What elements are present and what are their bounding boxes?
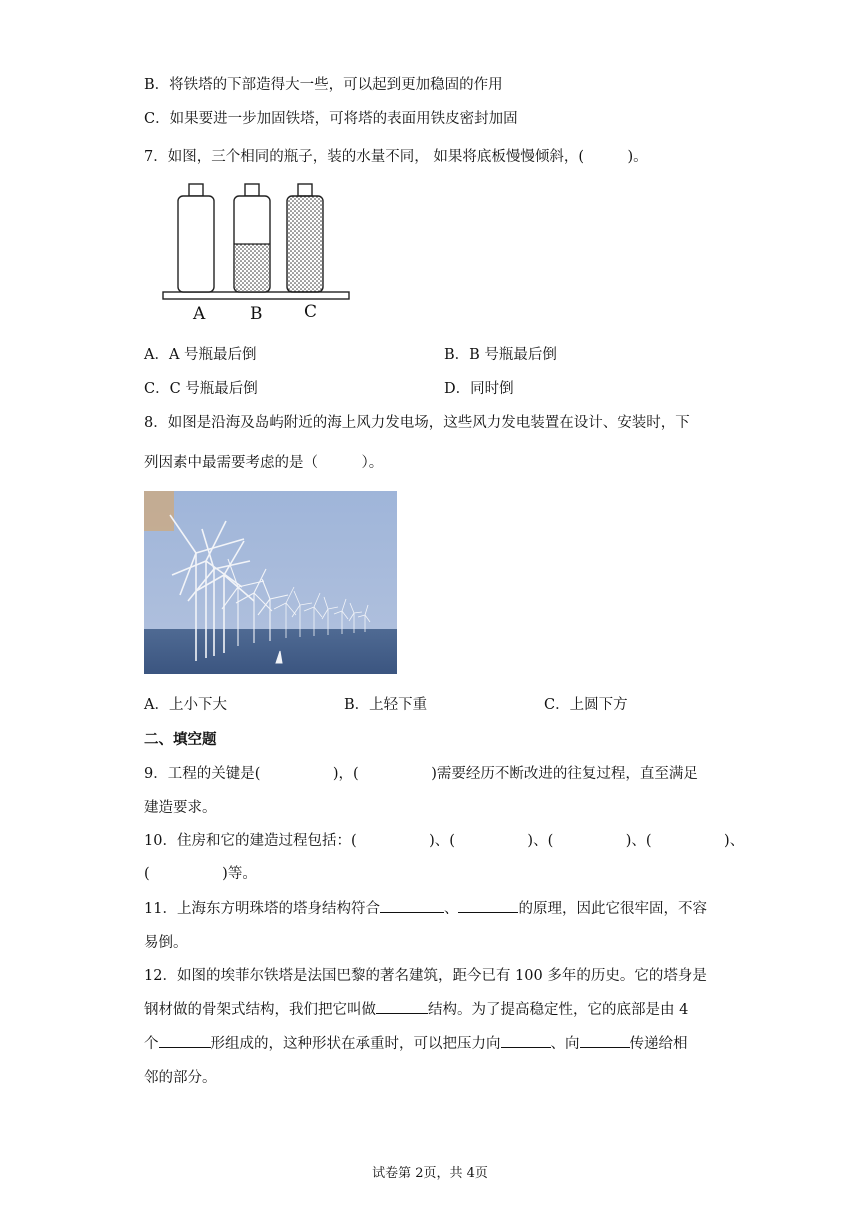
q7-option-d: D．同时倒 <box>444 381 514 397</box>
q11-text-b: 、 <box>443 901 459 917</box>
wind-farm-photo <box>144 491 397 674</box>
q12-blank-4[interactable] <box>580 1033 630 1048</box>
tilt-board <box>163 292 349 299</box>
q8-option-c: C．上圆下方 <box>544 697 628 713</box>
q12-text-d: 形组成的，这种形状在承重时，可以把压力向 <box>210 1036 501 1052</box>
bottle-a <box>178 184 214 292</box>
bottle-label-c: C <box>304 302 318 322</box>
q11-blank-2[interactable] <box>458 898 518 913</box>
question-7: 7．如图，三个相同的瓶子，装的水量不同， 如果将底板慢慢倾斜，( )。 <box>144 149 648 165</box>
bottle-b <box>234 184 270 292</box>
question-12-line4: 邻的部分。 <box>144 1070 217 1086</box>
question-9-line1: 9．工程的关键是( )，( )需要经历不断改进的往复过程，直至满足 <box>144 766 698 782</box>
q11-blank-1[interactable] <box>380 898 444 913</box>
bottle-label-b: B <box>250 304 263 324</box>
option-b-line: B．将铁塔的下部造得大一些，可以起到更加稳固的作用 <box>144 77 503 93</box>
q12-text-f: 传递给相 <box>629 1036 688 1052</box>
question-8-line1: 8．如图是沿海及岛屿附近的海上风力发电场，这些风力发电装置在设计、安装时，下 <box>144 415 690 431</box>
q12-text-a: 钢材做的骨架式结构，我们把它叫做 <box>144 1002 376 1018</box>
question-12-line1: 12．如图的埃菲尔铁塔是法国巴黎的著名建筑，距今已有 100 多年的历史。它的塔身是 <box>144 968 707 984</box>
q11-text-a: 11．上海东方明珠塔的塔身结构符合 <box>144 901 380 917</box>
question-11-line2: 易倒。 <box>144 935 188 951</box>
page-footer: 试卷第 2页，共 4页 <box>372 1166 488 1181</box>
q7-option-a: A．A 号瓶最后倒 <box>144 347 257 363</box>
question-12-line2 <box>144 998 688 1019</box>
q8-option-a: A．上小下大 <box>144 697 227 713</box>
bottle-c <box>287 184 323 292</box>
q12-text-b: 结构。为了提高稳定性，它的底部是由 4 <box>428 1002 689 1018</box>
question-9-line2: 建造要求。 <box>144 800 217 816</box>
q12-text-c: 个 <box>144 1036 159 1052</box>
question-11-line1 <box>144 897 707 918</box>
question-10-line2: ( )等。 <box>144 866 257 882</box>
q7-option-c: C．C 号瓶最后倒 <box>144 381 258 397</box>
q12-text-e: 、向 <box>550 1036 580 1052</box>
question-10-line1: 10．住房和它的建造过程包括：( )、( )、( )、( )、 <box>144 833 745 849</box>
question-8-line2: 列因素中最需要考虑的是（ ）。 <box>144 455 384 471</box>
q8-option-b: B．上轻下重 <box>344 697 428 713</box>
q11-text-c: 的原理，因此它很牢固，不容 <box>518 901 707 917</box>
q12-blank-2[interactable] <box>159 1033 211 1048</box>
q7-option-b: B．B 号瓶最后倒 <box>444 347 557 363</box>
q12-blank-1[interactable] <box>376 999 428 1014</box>
q12-blank-3[interactable] <box>501 1033 551 1048</box>
question-12-line3 <box>144 1032 688 1053</box>
bottle-label-a: A <box>193 304 206 324</box>
option-c-line: C．如果要进一步加固铁塔，可将塔的表面用铁皮密封加固 <box>144 111 518 127</box>
section-heading-fill-blank: 二、填空题 <box>144 732 217 748</box>
